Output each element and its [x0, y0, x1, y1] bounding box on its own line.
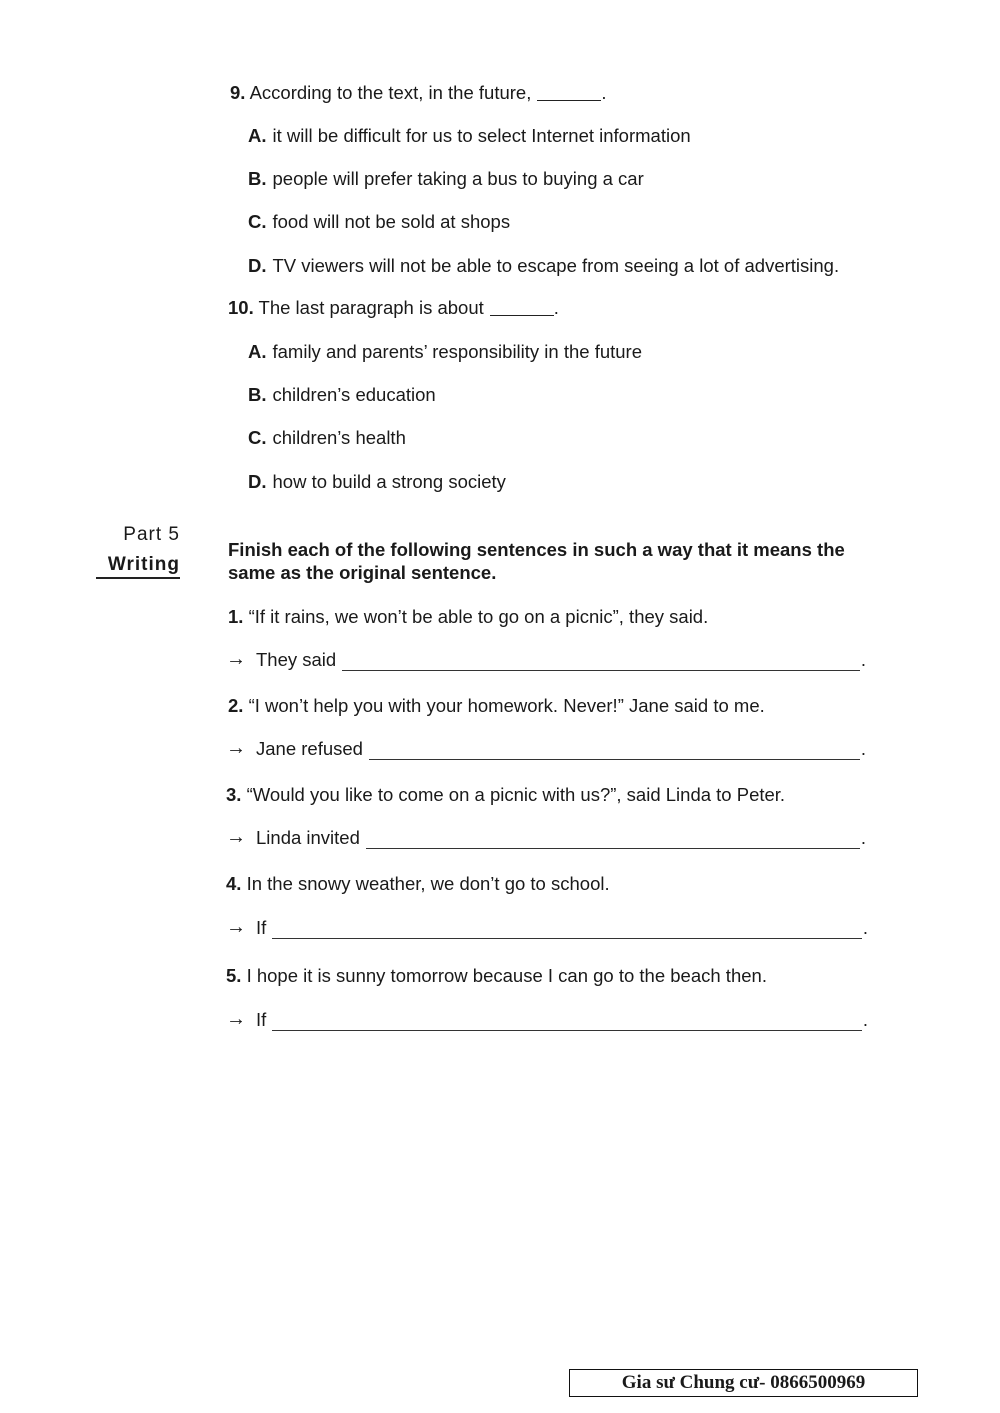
arrow-icon: → — [226, 1008, 246, 1030]
answer-line[interactable] — [272, 924, 862, 939]
question-number: 9. — [230, 82, 246, 103]
item-sentence: I hope it is sunny tomorrow because I can go to the beach then. — [246, 965, 767, 986]
writing-item-3 — [226, 784, 785, 806]
option-text: children’s health — [272, 427, 406, 448]
answer-row-2 — [226, 737, 866, 760]
option-text: it will be difficult for us to select Internet information — [272, 125, 691, 146]
item-sentence: “Would you like to come on a picnic with us?”, said Linda to Peter. — [246, 784, 786, 805]
writing-item-2 — [228, 695, 765, 717]
option-text: TV viewers will not be able to escape from seeing a lot of advertising. — [272, 255, 840, 276]
answer-prompt: If — [256, 917, 267, 938]
option-letter: A. — [248, 341, 267, 362]
q9-option-b[interactable] — [248, 168, 644, 190]
q9-option-c[interactable] — [248, 211, 510, 233]
q10-option-a[interactable] — [248, 341, 642, 363]
q9-option-d[interactable] — [248, 255, 839, 277]
question-end: . — [601, 82, 607, 103]
answer-row-1 — [226, 648, 866, 671]
item-sentence: In the snowy weather, we don’t go to school. — [246, 873, 610, 894]
question-9 — [230, 82, 606, 104]
item-number: 3. — [226, 784, 242, 805]
option-letter: B. — [248, 168, 267, 189]
option-text: food will not be sold at shops — [272, 211, 511, 232]
answer-prompt: Jane refused — [256, 738, 363, 759]
section-underline — [96, 577, 180, 579]
item-sentence: “I won’t help you with your homework. Never!” Jane said to me. — [248, 695, 765, 716]
writing-item-5 — [226, 965, 767, 987]
option-letter: D. — [248, 471, 267, 492]
instruction: Finish each of the following sentences in such a way that it means the same as the original sentence. — [228, 539, 845, 583]
answer-prompt: If — [256, 1009, 267, 1030]
answer-end: . — [860, 649, 866, 670]
item-number: 2. — [228, 695, 244, 716]
arrow-icon: → — [226, 916, 246, 938]
answer-prompt: They said — [256, 649, 337, 670]
item-number: 1. — [228, 606, 244, 627]
option-text: children’s education — [272, 384, 436, 405]
option-letter: B. — [248, 384, 267, 405]
question-10 — [228, 297, 559, 319]
arrow-icon: → — [226, 737, 246, 759]
item-number: 5. — [226, 965, 242, 986]
section-label: Writing — [107, 554, 180, 575]
answer-line[interactable] — [272, 1016, 862, 1031]
q10-option-d[interactable] — [248, 471, 506, 493]
answer-end: . — [862, 917, 868, 938]
option-text: family and parents’ responsibility in the future — [272, 341, 643, 362]
answer-row-3 — [226, 826, 866, 849]
option-letter: D. — [248, 255, 267, 276]
q10-option-b[interactable] — [248, 384, 436, 406]
answer-prompt: Linda invited — [256, 827, 360, 848]
option-letter: C. — [248, 211, 267, 232]
answer-line[interactable] — [369, 745, 860, 760]
answer-line[interactable] — [366, 834, 860, 849]
question-stem: According to the text, in the future, — [249, 82, 532, 103]
option-text: how to build a strong society — [272, 471, 506, 492]
q9-option-a[interactable] — [248, 125, 691, 147]
answer-row-5 — [226, 1008, 868, 1031]
question-number: 10. — [228, 297, 254, 318]
question-end: . — [553, 297, 559, 318]
answer-line[interactable] — [342, 656, 860, 671]
answer-blank[interactable] — [490, 315, 554, 316]
answer-end: . — [860, 738, 866, 759]
answer-end: . — [862, 1009, 868, 1030]
writing-item-1 — [228, 606, 708, 628]
item-sentence: “If it rains, we won’t be able to go on a picnic”, they said. — [248, 606, 709, 627]
q10-option-c[interactable] — [248, 427, 406, 449]
option-letter: C. — [248, 427, 267, 448]
option-letter: A. — [248, 125, 267, 146]
option-text: people will prefer taking a bus to buying a car — [272, 168, 644, 189]
writing-item-4 — [226, 873, 610, 895]
arrow-icon: → — [226, 648, 246, 670]
item-number: 4. — [226, 873, 242, 894]
answer-row-4 — [226, 916, 868, 939]
footer-contact: Gia sư Chung cư- 0866500969 — [569, 1369, 918, 1397]
part-label: Part 5 — [123, 524, 180, 545]
answer-blank[interactable] — [537, 100, 601, 101]
answer-end: . — [860, 827, 866, 848]
question-stem: The last paragraph is about — [258, 297, 484, 318]
arrow-icon: → — [226, 826, 246, 848]
